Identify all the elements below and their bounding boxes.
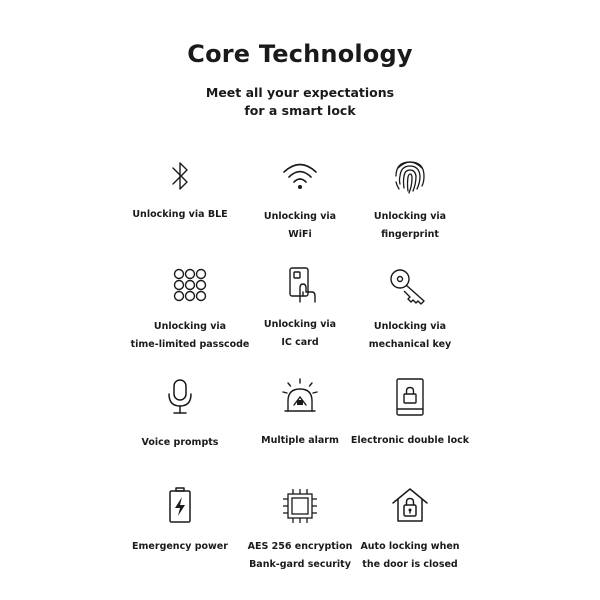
page-subtitle (0, 84, 600, 120)
microphone-icon (160, 378, 200, 416)
feature-mechanical-key-label-2: mechanical key (368, 339, 452, 350)
home-lock-icon (390, 485, 430, 525)
feature-auto-locking (325, 485, 495, 574)
feature-aes-label-2: Bank-gard security (249, 559, 351, 570)
bluetooth-icon (160, 158, 200, 194)
feature-double-lock-label: Electronic double lock (350, 435, 470, 446)
fingerprint-icon (390, 156, 430, 196)
feature-double-lock (325, 377, 495, 450)
feature-ble-label: Unlocking via BLE (132, 209, 228, 220)
feature-aes-label-1: AES 256 encryption (247, 541, 353, 552)
feature-mechanical-key-label-1: Unlocking via (373, 321, 447, 332)
feature-passcode-label-1: Unlocking via (153, 321, 227, 332)
feature-voice-prompts-label: Voice prompts (141, 437, 219, 448)
battery-icon (160, 486, 200, 526)
mechanical-key-icon (388, 268, 432, 308)
double-lock-icon (390, 377, 430, 417)
feature-emergency-power-label: Emergency power (132, 541, 228, 552)
feature-wifi-label-2: WiFi (288, 229, 312, 240)
feature-auto-locking-label-2: the door is closed (362, 559, 458, 570)
keypad-icon (170, 268, 210, 304)
feature-multiple-alarm-label: Multiple alarm (261, 435, 339, 446)
feature-auto-locking-label-1: Auto locking when (360, 541, 460, 552)
subtitle-line-2: for a smart lock (244, 103, 356, 118)
wifi-icon (280, 158, 320, 194)
feature-wifi-label-1: Unlocking via (263, 211, 337, 222)
feature-mechanical-key (325, 268, 495, 354)
feature-passcode-label-2: time-limited passcode (130, 339, 250, 350)
feature-fingerprint (325, 156, 495, 244)
feature-ic-card-label-1: Unlocking via (263, 319, 337, 330)
ic-card-icon (280, 266, 320, 304)
chip-icon (280, 486, 320, 526)
subtitle-line-1: Meet all your expectations (205, 85, 395, 100)
alarm-light-icon (280, 377, 320, 417)
page-title: Core Technology (187, 40, 413, 68)
feature-fingerprint-label-1: Unlocking via (373, 211, 447, 222)
feature-fingerprint-label-2: fingerprint (381, 229, 439, 240)
feature-ic-card-label-2: IC card (281, 337, 319, 348)
